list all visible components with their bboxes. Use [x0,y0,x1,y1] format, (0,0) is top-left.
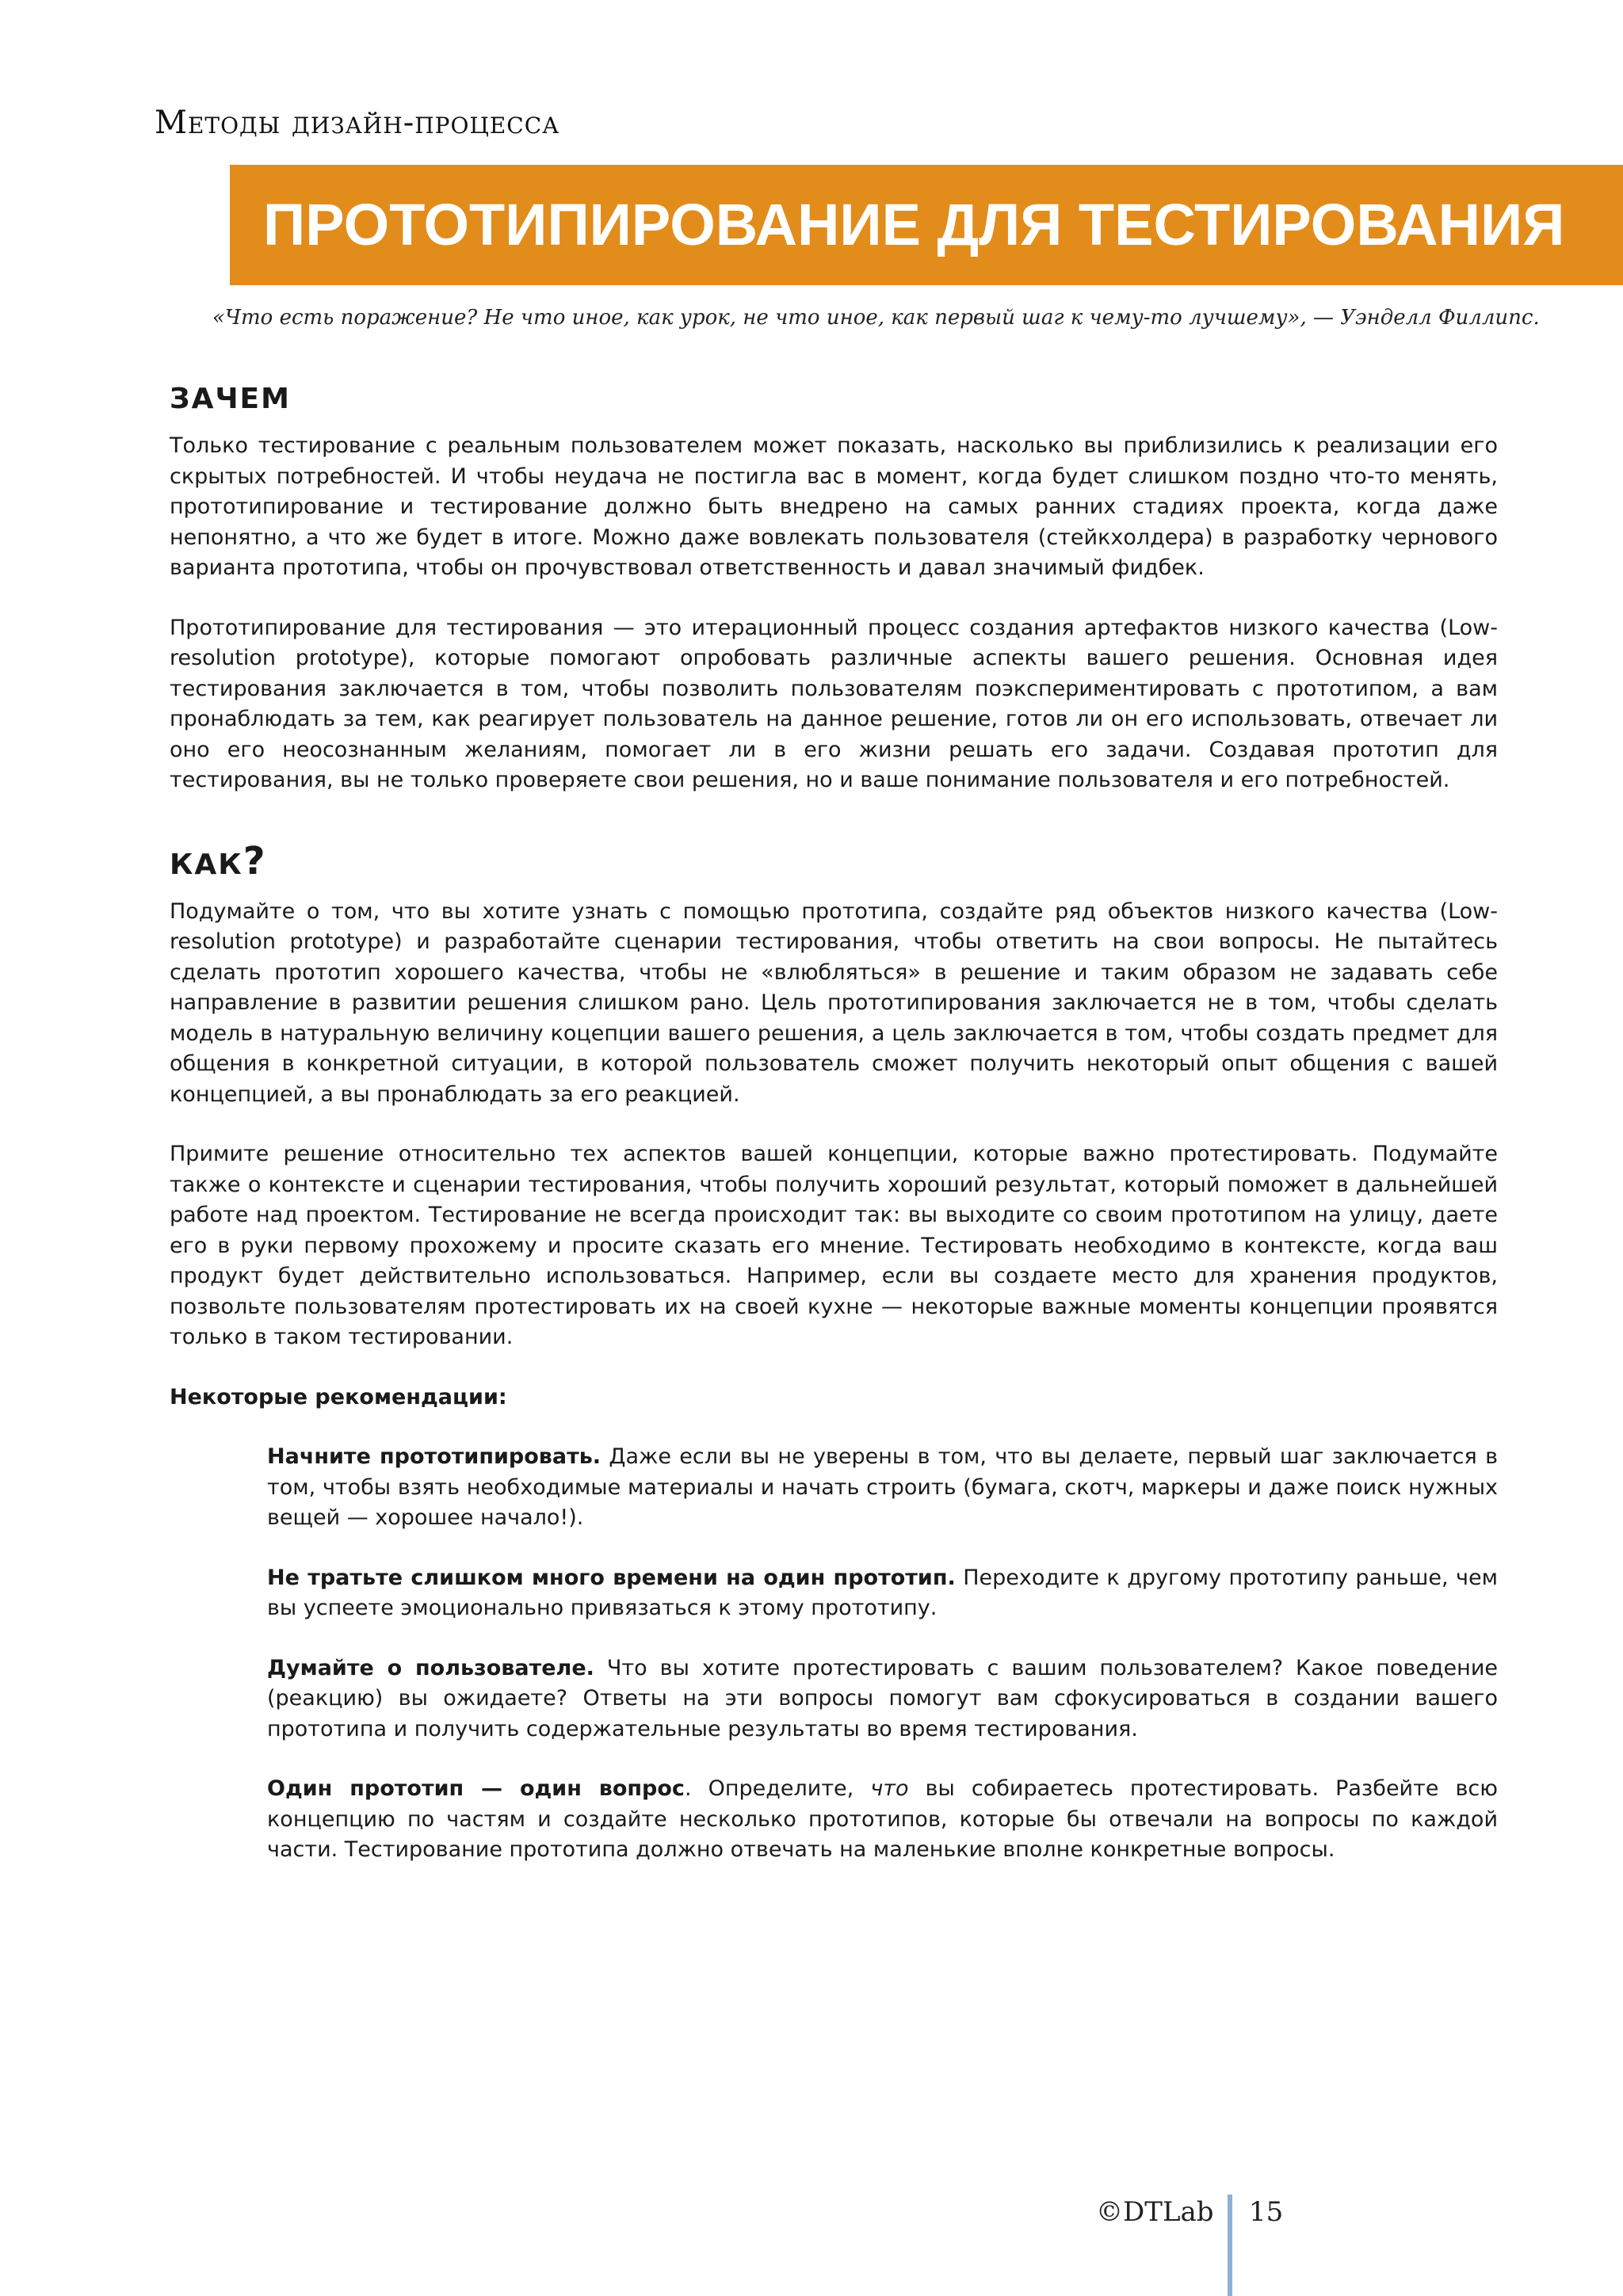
recommendations-heading: Некоторые рекомендации: [170,1384,507,1409]
recommendation-text: Переходите к другому прототипу раньше, чем вы успеете эмоционально привязаться к этому прототипу. [267,1565,1498,1620]
title-banner [230,165,1623,285]
how-heading [170,838,1498,886]
how-paragraph-2: Примите решение относительно тех аспектов вашей концепции, которые важно протестировать. Подумайте также о контексте и сценарии тестирования, чтобы получить хороший результат, который поможет в дальнейшей работе над проектом. Тестирование не всегда происходит так: вы выходите со своим прототипом на улицу, даете его в руки первому прохожему и просите сказать его мнение. Тестировать необходимо в контексте, когда ваш продукт будет действительно использоваться. Например, если вы создаете место для хранения продуктов, позвольте пользователям протестировать их на своей кухне — некоторые важные моменты концепции проявятся только в таком тестировании. [170,1142,1498,1349]
recommendation-emphasis: что [870,1776,909,1801]
why-paragraph-1: Только тестирование с реальным пользователем может показать, насколько вы приблизились к реализации его скрытых потребностей. И чтобы неудача не постигла вас в момент, когда будет слишком поздно что-то менять, прототипирование и тестирование должно быть внедрено на самых ранних стадиях проекта, когда даже непонятно, а что же будет в итоге. Можно даже вовлекать пользователя (стейкхолдера) в разработку чернового варианта прототипа, чтобы он прочувствовал ответственность и давал значимый фидбек. [170,433,1498,580]
main-content [170,379,1498,1866]
footer-divider [1228,2195,1232,2296]
recommendation-text: вы собираетесь протестировать. Разбейте всю концепцию по частям и создайте несколько прототипов, которые бы отвечали на вопросы по каждой части. Тестирование прототипа должно отвечать на маленькие вполне конкретные вопросы. [267,1776,1498,1862]
recommendation-item [267,1442,1498,1534]
how-heading-text: КАК [170,848,243,881]
recommendation-title: Один прототип — один вопрос [267,1776,685,1801]
recommendation-item [267,1653,1498,1745]
page-title: ПРОТОТИПИРОВАНИЕ ДЛЯ ТЕСТИРОВАНИЯ [263,192,1565,257]
recommendation-text: Что вы хотите протестировать с вашим пользователем? Какое поведение (реакцию) вы ожидаете? Ответы на эти вопросы помогут вам сфокусироваться в создании вашего прототипа и получить содержательные результаты во время тестирования. [267,1655,1498,1741]
recommendation-title: Не тратьте слишком много времени на один прототип. [267,1565,956,1590]
recommendation-text: . Определите, [684,1776,871,1801]
footer-copyright: ©DTLab [1096,2196,1214,2228]
why-heading: ЗАЧЕМ [170,383,291,415]
recommendation-item [267,1774,1498,1866]
section-label: Методы дизайн-процесса [155,105,560,141]
recommendation-item [267,1563,1498,1624]
why-paragraph-2: Прототипирование для тестирования — это итерационный процесс создания артефактов низкого качества (Low-resolution prototype), которые помогают опробовать различные аспекты вашего решения. Основная идея тестирования заключается в том, чтобы позволить пользователям поэкспериментировать с прототипом, а вам пронаблюдать за тем, как реагирует пользователь на данное решение, готов ли он его использовать, отвечает ли оно его неосознанным желаниям, помогает ли в его жизни решать его задачи. Создавая прототип для тестирования, вы не только проверяете свои решения, но и ваше понимание пользователя и его потребностей. [170,615,1498,792]
recommendation-title: Думайте о пользователе. [267,1655,594,1680]
recommendation-title: Начните прототипировать. [267,1444,601,1469]
recommendation-text: Даже если вы не уверены в том, что вы делаете, первый шаг заключается в том, чтобы взять необходимые материалы и начать строить (бумага, скотч, маркеры и даже поиск нужных вещей — хорошее начало!). [267,1444,1498,1530]
how-heading-mark: ? [242,838,267,883]
epigraph-quote: «Что есть поражение? Не что иное, как урок, не что иное, как первый шаг к чему-то лучшему», — Уэнделл Филлипс. [212,306,1540,330]
how-paragraph-1: Подумайте о том, что вы хотите узнать с помощью прототипа, создайте ряд объектов низкого качества (Low-resolution prototype) и разработайте сценарии тестирования, чтобы ответить на свои вопросы. Не пытайтесь сделать прототип хорошего качества, чтобы не «влюбляться» в решение и таким образом не задавать себе направление в развитии решения слишком рано. Цель прототипирования заключается не в том, чтобы сделать модель в натуральную величину коцепции вашего решения, а цель заключается в том, чтобы создать предмет для общения в конкретной ситуации, в которой пользователь сможет получить некоторый опыт общения с вашей концепцией, а вы пронаблюдать за его реакцией. [170,898,1498,1107]
page-number: 15 [1249,2196,1284,2228]
